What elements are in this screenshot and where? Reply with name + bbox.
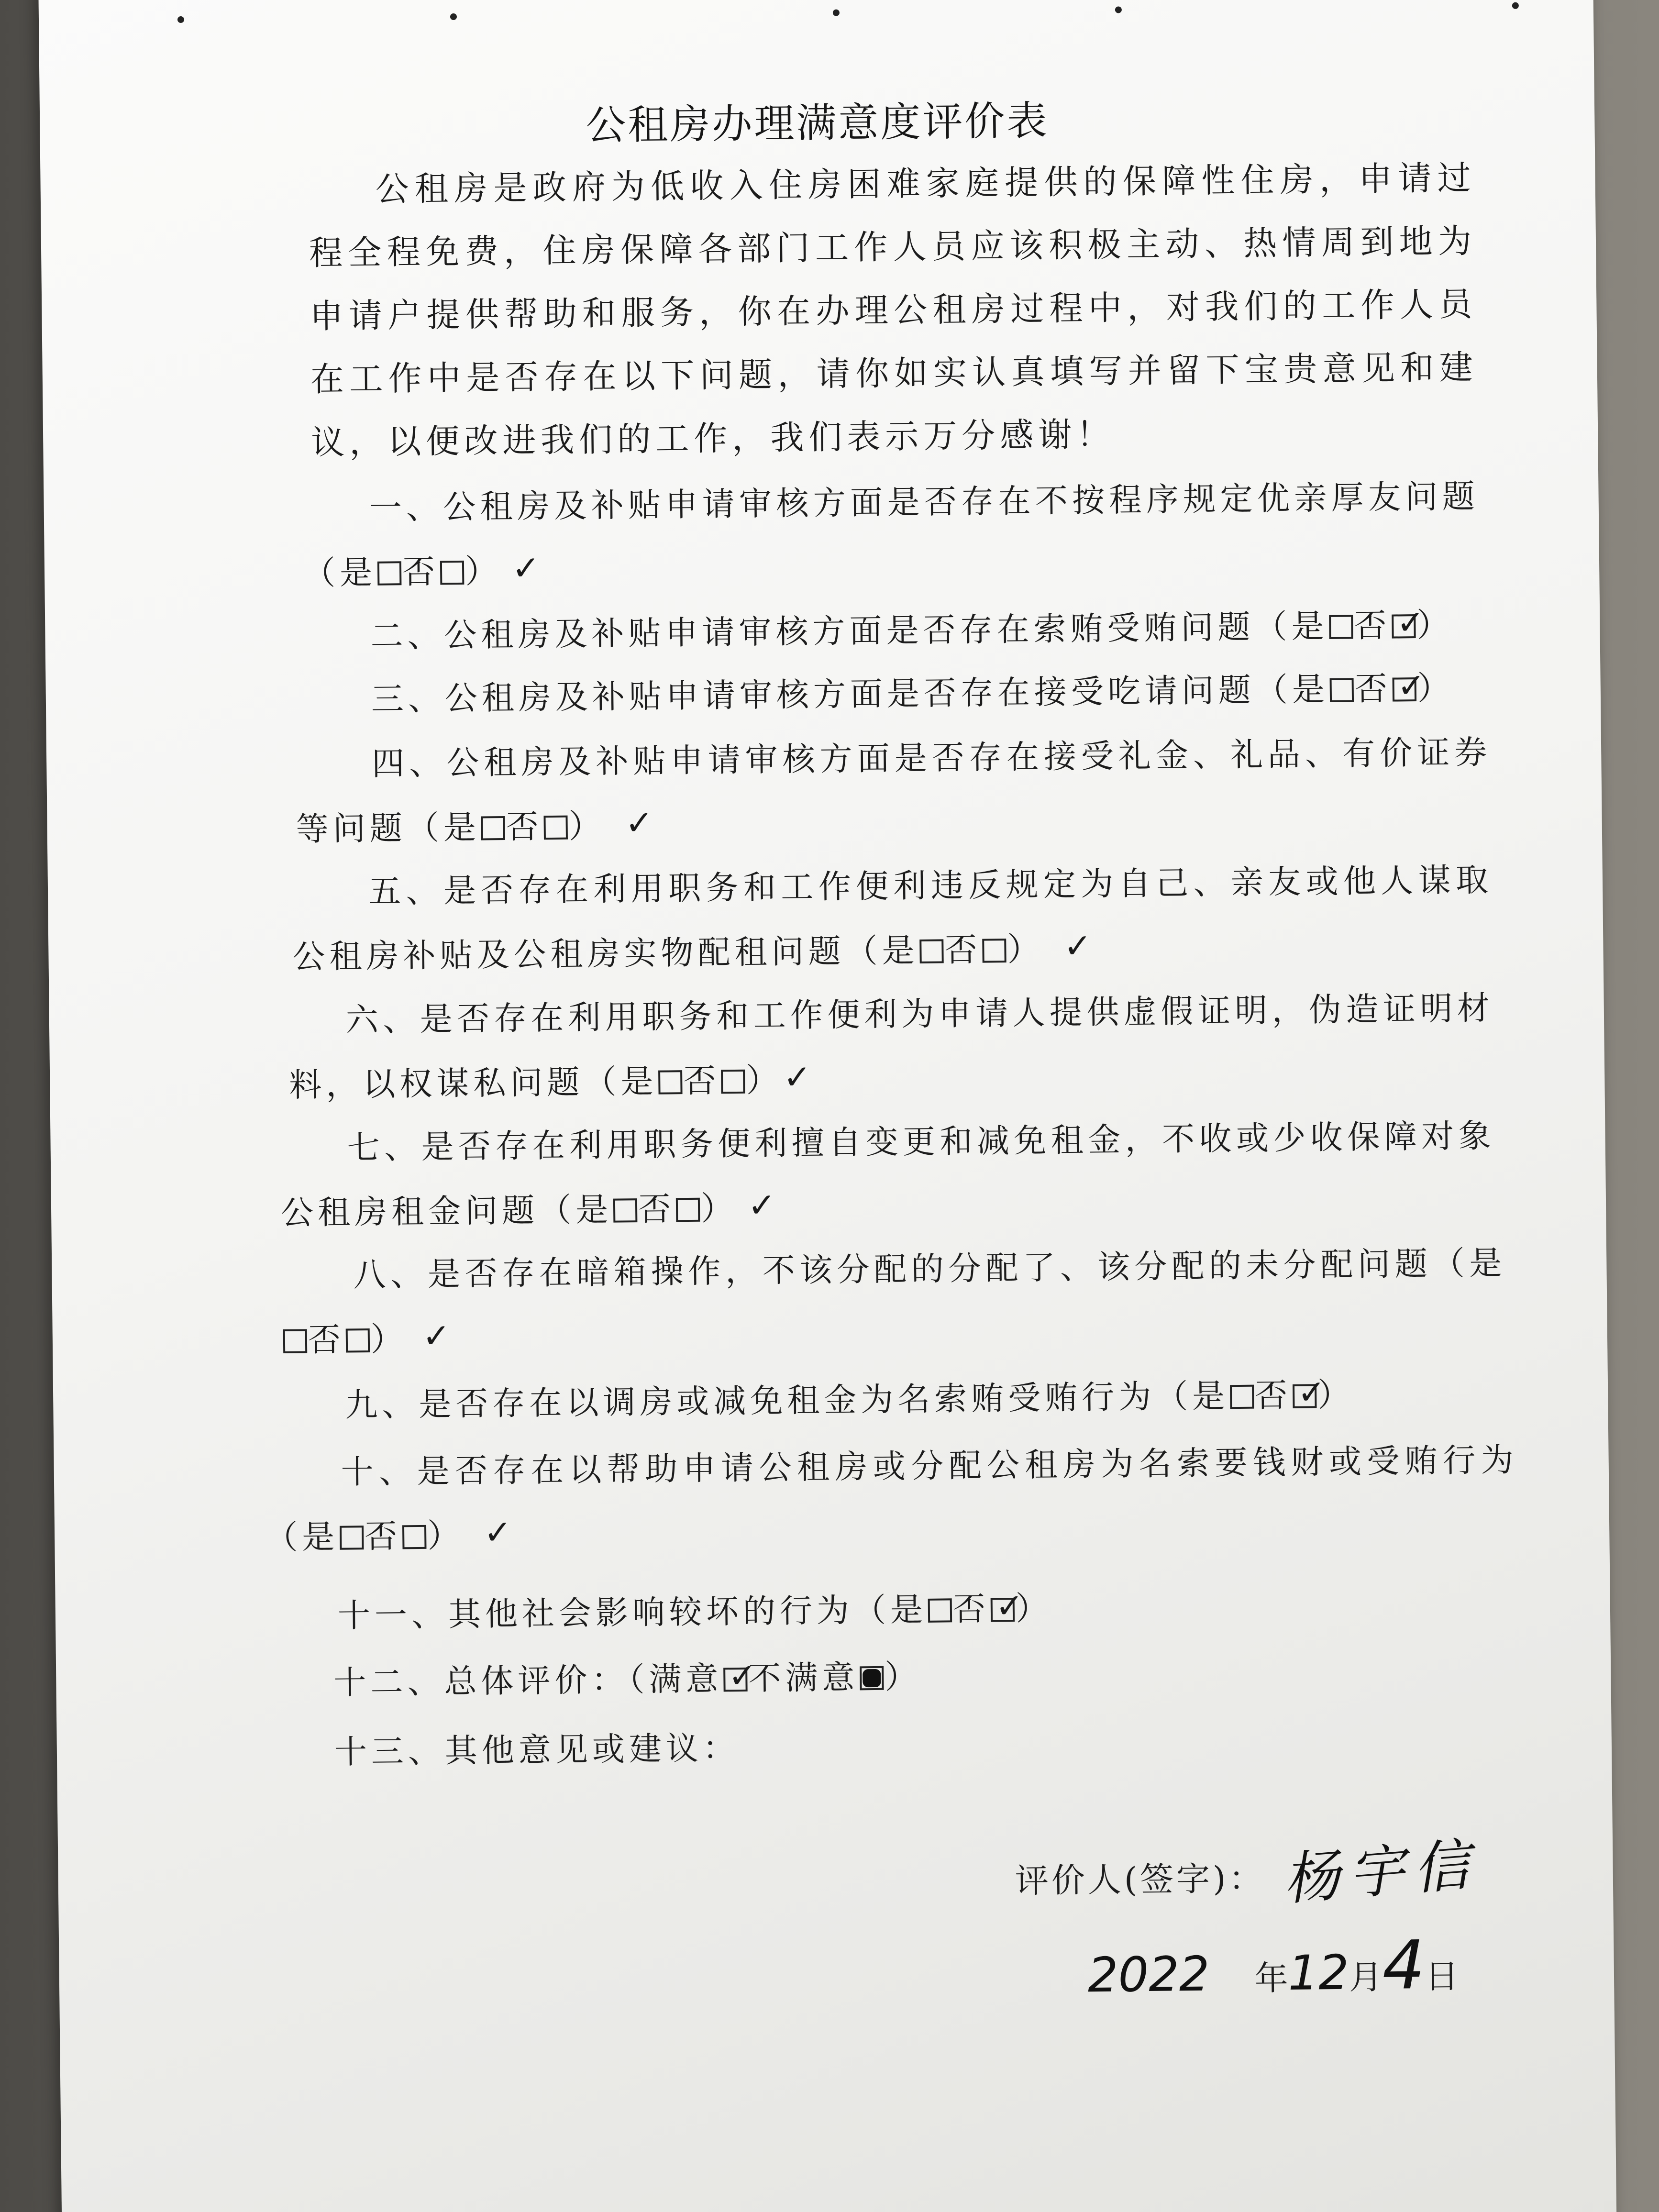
no-label: 否 [308, 1321, 345, 1360]
binder-hole [833, 10, 840, 16]
no-checkbox[interactable] [346, 1316, 451, 1356]
yes-label: 是 [575, 1191, 613, 1229]
check-icon: ✓ [511, 548, 541, 588]
check-icon: ✓ [728, 1656, 757, 1696]
date-month-unit: 月 [1349, 1957, 1383, 1997]
question-item: 十、是否存在以帮助申请公租房或分配公租房为名索要钱财或受贿行为（是 否 ✓ ） [265, 1441, 1518, 1557]
question-item: 十一、其他社会影响较坏的行为（是 否 ✓ ） [337, 1586, 1053, 1635]
no-label: 否 [952, 1590, 990, 1629]
binder-hole [1512, 2, 1519, 9]
intro-paragraph: 公租房是政府为低收入住房困难家庭提供的保障性住房，申请过程全程免费，住房保障各部门工作人员应该积极主动、热情周到地为申请户提供帮助和服务，你在办理公租房过程中，对我们的工作人员在工作中是否存在以下问题，请你如实认真填写并留下宝贵意见和建议，以便改进我们的工作，我们表示万分感谢！ [309, 158, 1478, 463]
no-checkbox[interactable] [544, 803, 653, 843]
no-label: 否 [1254, 1376, 1292, 1415]
yes-label: 是 [890, 1591, 928, 1629]
question-text: 二、公租房及补贴申请审核方面是否存在索贿受贿问题 [370, 608, 1255, 655]
question-text: 三、公租房及补贴申请审核方面是否存在接受吃请问题 [371, 671, 1256, 719]
document-title: 公租房办理满意度评价表 [585, 97, 1049, 149]
no-label: 否 [683, 1062, 720, 1101]
date-year-unit: 年 [1254, 1958, 1289, 1998]
no-label: 否 [944, 931, 982, 970]
check-icon: ✓ [1063, 926, 1092, 966]
question-item: 三、公租房及补贴申请审核方面是否存在接受吃请问题（是 否 ✓ ） [371, 665, 1455, 719]
no-label: 否 [638, 1190, 675, 1229]
no-checkbox[interactable] [721, 1057, 812, 1097]
yes-label: 是 [339, 553, 377, 592]
yes-checkbox[interactable] [658, 1070, 683, 1095]
yes-checkbox[interactable] [613, 1198, 638, 1223]
yes-label: 是 [1291, 607, 1328, 646]
date-line [1087, 1926, 1459, 2008]
question-text: 十、是否存在以帮助申请公租房或分配公租房为名索要钱财或受贿行为 [341, 1441, 1518, 1492]
binder-hole [177, 16, 184, 23]
yes-checkbox[interactable] [928, 1598, 952, 1623]
question-item: 二、公租房及补贴申请审核方面是否存在索贿受贿问题（是 否 ✓ ） [370, 602, 1454, 655]
check-icon: ✓ [1397, 665, 1426, 706]
check-icon: ✓ [1396, 602, 1425, 642]
no-label: 否 [506, 808, 543, 846]
yes-label: 是 [301, 1518, 339, 1557]
yes-checkbox[interactable] [1230, 1385, 1254, 1409]
question-item: 七、是否存在利用职务便利擅自变更和减免租金，不收或少收保障对象公租房租金问题（是 否 ✓ ） [280, 1117, 1496, 1232]
yes-label: 是 [1469, 1244, 1506, 1283]
yes-checkbox[interactable] [283, 1329, 308, 1353]
check-icon: ✓ [783, 1057, 812, 1097]
check-icon: ✓ [483, 1512, 512, 1552]
question-text: 一、公租房及补贴申请审核方面是否存在不按程序规定优亲厚友问题 [369, 477, 1480, 527]
paper-sheet [38, 0, 1616, 2212]
no-label: 否 [364, 1517, 402, 1556]
unsatisfied-checkbox[interactable] [860, 1666, 884, 1691]
signature-label: 评价人(签字)： [1015, 1858, 1265, 1901]
question-text: 十一、其他社会影响较坏的行为 [337, 1592, 854, 1635]
yes-checkbox[interactable] [1329, 615, 1353, 639]
unsatisfied-label: 不满意 [748, 1659, 859, 1698]
yes-label: 是 [882, 931, 919, 970]
date-year: 2022 [1087, 1946, 1210, 2003]
no-checkbox[interactable] [982, 926, 1092, 966]
date-day: 4 [1382, 1926, 1426, 2005]
yes-label: 是 [443, 808, 481, 847]
check-icon: ✓ [1297, 1372, 1326, 1412]
yes-checkbox[interactable] [481, 816, 506, 841]
no-checkbox[interactable] [1293, 1372, 1326, 1412]
date-month: 12 [1287, 1944, 1349, 2001]
question-text: 四、公租房及补贴申请审核方面是否存在接受礼金、礼品、有价证券等问题 [296, 733, 1492, 849]
no-checkbox[interactable] [440, 548, 541, 588]
yes-checkbox[interactable] [377, 561, 402, 586]
question-item: 五、是否存在利用职务和工作便利违反规定为自己、亲友或他人谋取公租房补贴及公租房实物配租问题（是 否 ✓ ） [292, 861, 1493, 976]
satisfied-checkbox[interactable] [723, 1656, 757, 1696]
suggestions-item [334, 1708, 1502, 1785]
overall-label: 十二、总体评价： [333, 1661, 629, 1702]
no-checkbox[interactable] [402, 1512, 512, 1552]
scribble-mark [863, 1669, 881, 1687]
question-text: 七、是否存在利用职务便利擅自变更和减免租金，不收或少收保障对象公租房租金问题 [280, 1117, 1496, 1232]
no-checkbox[interactable] [1393, 665, 1426, 706]
yes-label: 是 [1292, 670, 1329, 709]
suggestions-label: 十三、其他意见或建议： [334, 1729, 740, 1771]
no-checkbox[interactable] [676, 1185, 776, 1225]
question-text: 九、是否存在以调房或减免租金为名索贿受贿行为 [344, 1378, 1156, 1425]
yes-label: 是 [620, 1062, 658, 1101]
no-checkbox[interactable] [991, 1586, 1024, 1626]
question-item: 九、是否存在以调房或减免租金为名索贿受贿行为（是 否 ✓ ） [344, 1372, 1355, 1425]
check-icon: ✓ [747, 1185, 776, 1225]
question-item: 四、公租房及补贴申请审核方面是否存在接受礼金、礼品、有价证券等问题（是 否 ✓ ） [296, 733, 1492, 849]
overall-rating: 十二、总体评价：（满意 ✓ 不满意 ） [333, 1656, 922, 1702]
question-item: 八、是否存在暗箱操作，不该分配的分配了、该分配的未分配问题（是否 ✓ ） [281, 1231, 1507, 1373]
yes-checkbox[interactable] [340, 1526, 364, 1550]
yes-label: 是 [1192, 1377, 1229, 1416]
yes-checkbox[interactable] [1330, 678, 1354, 702]
question-text: 八、是否存在暗箱操作，不该分配的分配了、该分配的未分配问题 [353, 1245, 1433, 1294]
no-checkbox[interactable] [1392, 602, 1425, 642]
satisfied-label: 满意 [649, 1660, 723, 1699]
no-label: 否 [1354, 670, 1392, 708]
question-item: 一、公租房及补贴申请审核方面是否存在不按程序规定优亲厚友问题（是 否 ✓ ） [302, 477, 1480, 593]
binder-hole [1115, 6, 1122, 13]
handwritten-signature: 杨宇信 [1281, 1831, 1481, 1913]
no-label: 否 [402, 553, 440, 592]
check-icon: ✓ [625, 803, 653, 843]
no-label: 否 [1354, 607, 1391, 645]
date-day-unit: 日 [1425, 1957, 1459, 1996]
question-item: 六、是否存在利用职务和工作便利为申请人提供虚假证明，伪造证明材料，以权谋私问题（是 否 ✓ ） [288, 989, 1494, 1105]
yes-checkbox[interactable] [919, 939, 944, 963]
check-icon: ✓ [995, 1586, 1024, 1626]
question-text: 五、是否存在利用职务和工作便利违反规定为自己、亲友或他人谋取公租房补贴及公租房实物配租问题 [292, 861, 1493, 976]
question-text: 六、是否存在利用职务和工作便利为申请人提供虚假证明，伪造证明材料，以权谋私问题 [288, 989, 1494, 1105]
binder-hole [450, 13, 457, 20]
check-icon: ✓ [422, 1316, 451, 1356]
